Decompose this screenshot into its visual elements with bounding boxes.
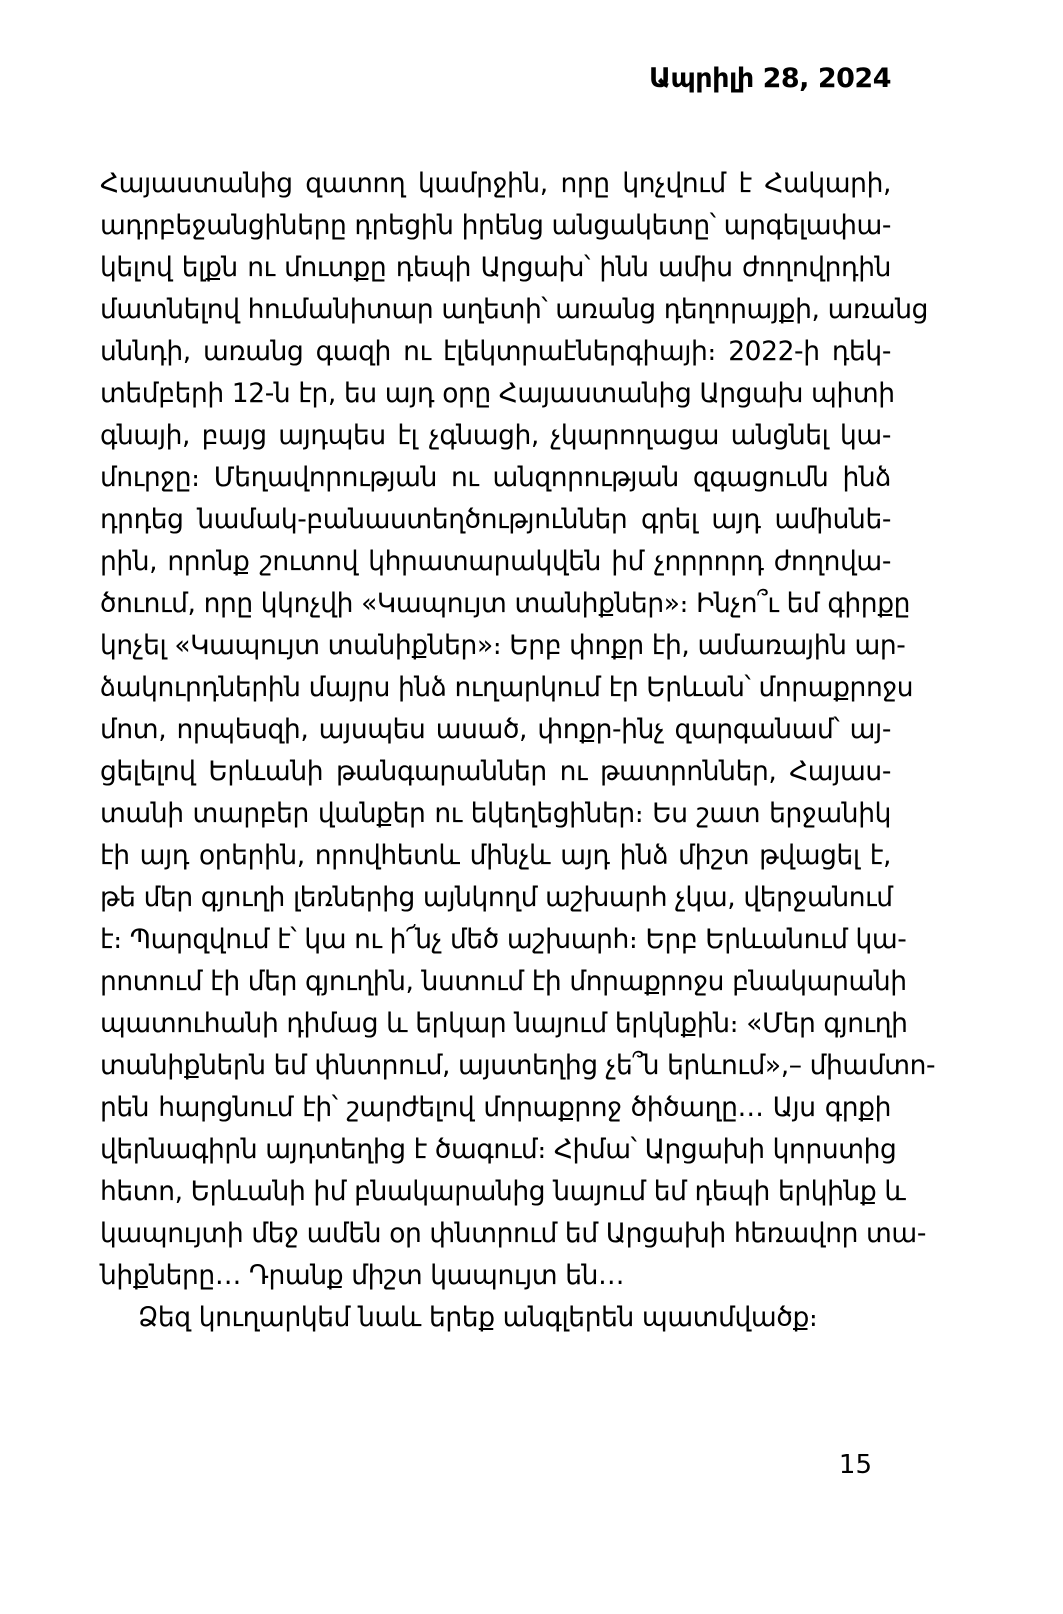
text-line: ծուում, որը կկոչվի «Կապույտ տանիքներ»։ Ինչո՞ւ եմ գիրքը	[100, 588, 911, 619]
text-line: րոտում էի մեր գյուղին, նստում էի մորաքրոջս բնակարանի	[100, 966, 907, 997]
text-line: տանիքներն եմ փնտրում, այստեղից չե՞ն երևում»,– միամտո-	[100, 1050, 936, 1081]
text-line: մատնելով հումանիտար աղետի՝ առանց դեղորայքի, առանց	[100, 294, 928, 325]
text-line: կոչել «Կապույտ տանիքներ»։ Երբ փոքր էի, ամառային ար-	[100, 630, 906, 661]
text-line: րին, որոնք շուտով կհրատարակվեն իմ չորրորդ ժողովա-	[100, 546, 891, 577]
text-line: էի այդ օրերին, որովհետև մինչև այդ ինձ միշտ թվացել է,	[100, 840, 891, 871]
text-line: վերնագիրն այդտեղից է ծագում։ Հիմա՝ Արցախի կորստից	[100, 1134, 897, 1165]
text-line: նիքները… Դրանք միշտ կապույտ են…	[100, 1260, 625, 1291]
text-line: կելով ելքն ու մուտքը դեպի Արցախ՝ ինն ամիս ժողովրդին	[100, 252, 891, 283]
page-header-date: Ապրիլի 28, 2024	[649, 63, 891, 94]
text-line: ցելելով Երևանի թանգարաններ ու թատրոններ, Հայաս-	[100, 756, 891, 787]
text-line: րեն հարցնում էի՝ շարժելով մորաքրոջ ծիծաղը… Այս գրքի	[100, 1092, 891, 1123]
text-line: տեմբերի 12-ն էր, ես այդ օրը Հայաստանից Արցախ պիտի	[100, 378, 895, 409]
text-line: թե մեր գյուղի լեռներից այնկողմ աշխարհ չկա, վերջանում	[100, 882, 893, 913]
text-line: մուրջը։ Մեղավորության ու անզորության զգացումն ինձ	[100, 462, 891, 493]
text-line: ադրբեջանցիները դրեցին իրենց անցակետը՝ արգելափա-	[100, 210, 892, 241]
text-line: ձակուրդներին մայրս ինձ ուղարկում էր Երևան՝ մորաքրոջս	[100, 672, 914, 703]
text-line: կապույտի մեջ ամեն օր փնտրում եմ Արցախի հեռավոր տա-	[100, 1218, 926, 1249]
paragraph-new	[100, 1297, 891, 1339]
text-line: է։ Պարզվում է՝ կա ու ի՜նչ մեծ աշխարհ։ Երբ Երևանում կա-	[100, 924, 907, 955]
text-line: մոտ, որպեսզի, այսպես ասած, փոքր-ինչ զարգանամ՝ այ-	[100, 714, 891, 745]
text-line: պատուհանի դիմաց և երկար նայում երկնքին։ «Մեր գյուղի	[100, 1008, 908, 1039]
text-line: սննդի, առանց գազի ու էլեկտրաէներգիայի։ 2022-ի դեկ-	[100, 336, 891, 367]
text-line: դրդեց նամակ-բանաստեղծություններ գրել այդ ամիսնե-	[100, 504, 891, 535]
page-body-text	[100, 163, 936, 1339]
text-line: Հայաստանից զատող կամրջին, որը կոչվում է Հակարի,	[100, 168, 891, 199]
text-line: տանի տարբեր վանքեր ու եկեղեցիներ։ Ես շատ երջանիկ	[100, 798, 891, 829]
page-number: 15	[838, 1450, 872, 1480]
text-line: գնայի, բայց այդպես էլ չգնացի, չկարողացա անցնել կա-	[100, 420, 891, 451]
paragraph-continued	[100, 163, 936, 1297]
text-line: Ձեզ կուղարկեմ նաև երեք անգլերեն պատմվածք։	[138, 1302, 818, 1333]
text-line: հետո, Երևանի իմ բնակարանից նայում եմ դեպի երկինք և	[100, 1176, 906, 1207]
